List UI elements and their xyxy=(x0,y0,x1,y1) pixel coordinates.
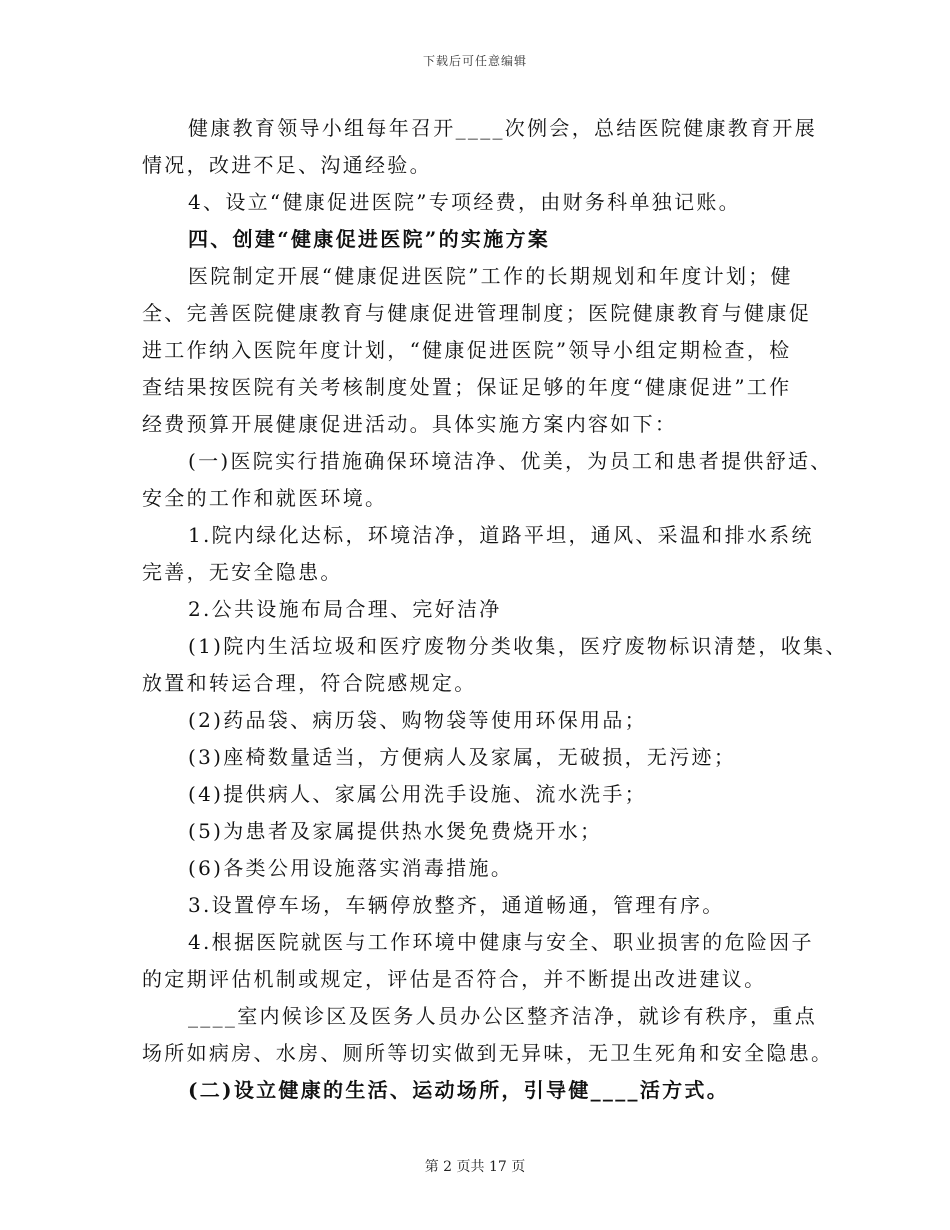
paragraph-line: 完善，无安全隐患。 xyxy=(142,560,343,584)
paragraph-line: 4.根据医院就医与工作环境中健康与安全、职业损害的危险因子 xyxy=(188,930,814,954)
section-heading: 四、创建“健康促进医院”的实施方案 xyxy=(188,227,551,251)
paragraph-line: 进工作纳入医院年度计划，“健康促进医院”领导小组定期检查，检 xyxy=(142,338,792,362)
paragraph-line: 查结果按医院有关考核制度处置；保证足够的年度“健康促进”工作 xyxy=(142,375,792,399)
paragraph-line: 医院制定开展“健康促进医院”工作的长期规划和年度计划；健 xyxy=(188,264,793,288)
paragraph-line: (一)医院实行措施确保环境洁净、优美，为员工和患者提供舒适、 xyxy=(188,449,833,473)
paragraph-line: 经费预算开展健康促进活动。具体实施方案内容如下： xyxy=(142,412,678,436)
paragraph-line: ____室内候诊区及医务人员办公区整齐洁净，就诊有秩序，重点 xyxy=(188,1004,817,1028)
page-footer: 第 2 页共 17 页 xyxy=(424,1159,526,1175)
paragraph-line: (3)座椅数量适当，方便病人及家属，无破损，无污迹； xyxy=(188,745,737,769)
paragraph-line: 情况，改进不足、沟通经验。 xyxy=(142,153,432,177)
paragraph-line: (5)为患者及家属提供热水煲免费烧开水； xyxy=(188,819,603,843)
paragraph-line: 全、完善医院健康教育与健康促进管理制度；医院健康教育与健康促 xyxy=(142,301,811,325)
paragraph-line: 3.设置停车场，车辆停放整齐，通道畅通，管理有序。 xyxy=(188,893,725,917)
paragraph-line: (4)提供病人、家属公用洗手设施、流水洗手； xyxy=(188,782,647,806)
paragraph-line: 场所如病房、水房、厕所等切实做到无异味，无卫生死角和安全隐患。 xyxy=(142,1041,834,1065)
paragraph-line: 安全的工作和就医环境。 xyxy=(142,486,388,510)
paragraph-line: 1.院内绿化达标，环境洁净，道路平坦，通风、采温和排水系统 xyxy=(188,523,814,547)
section-heading: (二)设立健康的生活、运动场所，引导健____活方式。 xyxy=(188,1078,730,1102)
paragraph-line: (6)各类公用设施落实消毒措施。 xyxy=(188,856,514,880)
paragraph-line: 放置和转运合理，符合院感规定。 xyxy=(142,671,477,695)
paragraph-line: 健康教育领导小组每年召开____次例会，总结医院健康教育开展 xyxy=(188,116,817,140)
paragraph-line: (2)药品袋、病历袋、购物袋等使用环保用品； xyxy=(188,708,647,732)
paragraph-line: 2.公共设施布局合理、完好洁净 xyxy=(188,597,502,621)
paragraph-line: 的定期评估机制或规定，评估是否符合，并不断提出改进建议。 xyxy=(142,967,767,991)
paragraph-line: 4、设立“健康促进医院”专项经费，由财务科单独记账。 xyxy=(188,190,741,214)
paragraph-line: (1)院内生活垃圾和医疗废物分类收集，医疗废物标识清楚，收集、 xyxy=(188,634,848,658)
page-header: 下载后可任意编辑 xyxy=(422,54,527,68)
